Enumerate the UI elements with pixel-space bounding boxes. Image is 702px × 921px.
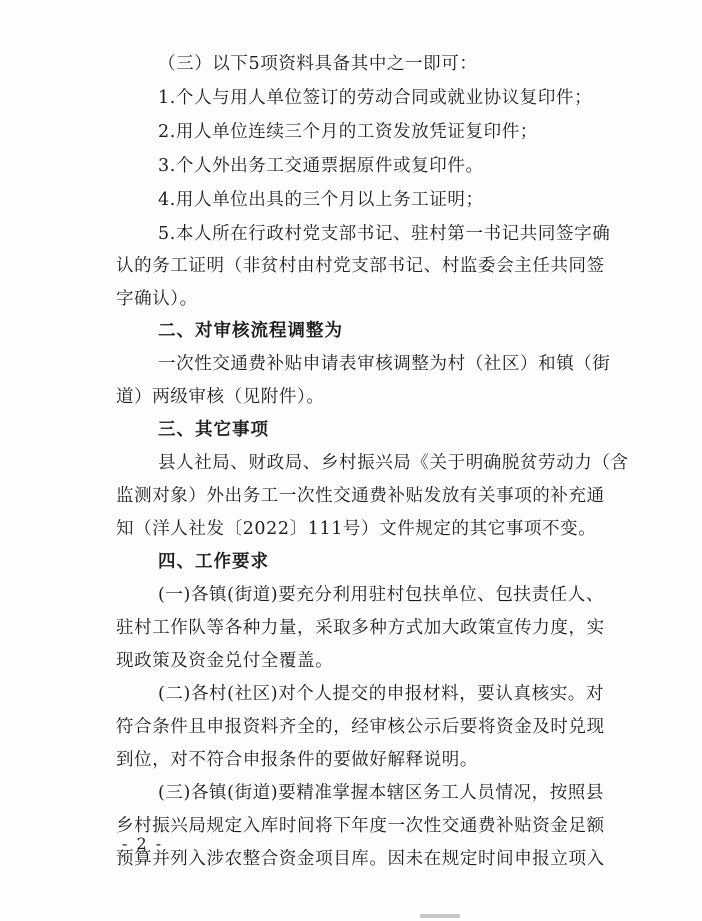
req-3-line-1: (三)各镇(街道)要精准掌握本辖区务工人员情况，按照县 — [158, 783, 605, 803]
bottom-edge-mark — [420, 914, 460, 918]
req-1-line-1: (一)各镇(街道)要充分利用驻村包扶单位、包扶责任人、 — [158, 585, 605, 605]
paragraph-three-line-3: 知（洋人社发〔2022〕111号）文件规定的其它事项不变。 — [116, 519, 597, 539]
req-2-line-3: 到位，对不符合申报条件的要做好解释说明。 — [116, 750, 478, 770]
heading-three: 三、其它事项 — [158, 420, 269, 440]
item-2: 2.用人单位连续三个月的工资发放凭证复印件； — [158, 122, 538, 142]
req-1-line-2: 驻村工作队等各种力量，采取多种方式加大政策宣传力度，实 — [116, 618, 605, 638]
section-three-title: （三）以下5项资料具备其中之一即可： — [158, 54, 478, 74]
req-3-line-2: 乡村振兴局规定入库时间将下年度一次性交通费补贴资金足额 — [116, 816, 605, 836]
paragraph-two-line-1: 一次性交通费补贴申请表审核调整为村（社区）和镇（街 — [158, 354, 611, 374]
req-2-line-2: 符合条件且申报资料齐全的，经审核公示后要将资金及时兑现 — [116, 717, 605, 737]
paragraph-three-line-1: 县人社局、财政局、乡村振兴局《关于明确脱贫劳动力（含 — [158, 453, 629, 473]
item-4: 4.用人单位出具的三个月以上务工证明； — [158, 190, 484, 210]
heading-four: 四、工作要求 — [158, 552, 269, 572]
paragraph-three-line-2: 监测对象）外出务工一次性交通费补贴发放有关事项的补充通 — [116, 486, 605, 506]
paragraph-two-line-2: 道）两级审核（见附件）。 — [116, 387, 325, 407]
req-1-line-3: 现政策及资金兑付全覆盖。 — [116, 651, 334, 671]
req-2-line-1: (二)各村(社区)对个人提交的申报材料，要认真核实。对 — [158, 684, 605, 704]
item-5-line-3: 字确认）。 — [116, 289, 198, 309]
heading-two: 二、对审核流程调整为 — [158, 321, 343, 341]
item-5-line-2: 认的务工证明（非贫村由村党支部书记、村监委会主任共同签 — [116, 256, 605, 276]
page-number: - 2 - — [122, 834, 164, 853]
item-5-line-1: 5.本人所在行政村党支部书记、驻村第一书记共同签字确 — [158, 224, 611, 244]
item-1: 1.个人与用人单位签订的劳动合同或就业协议复印件； — [158, 88, 593, 108]
req-3-line-3: 预算并列入涉农整合资金项目库。因未在规定时间申报立项入 — [116, 849, 605, 869]
item-3: 3.个人外出务工交通票据原件或复印件。 — [158, 156, 484, 176]
